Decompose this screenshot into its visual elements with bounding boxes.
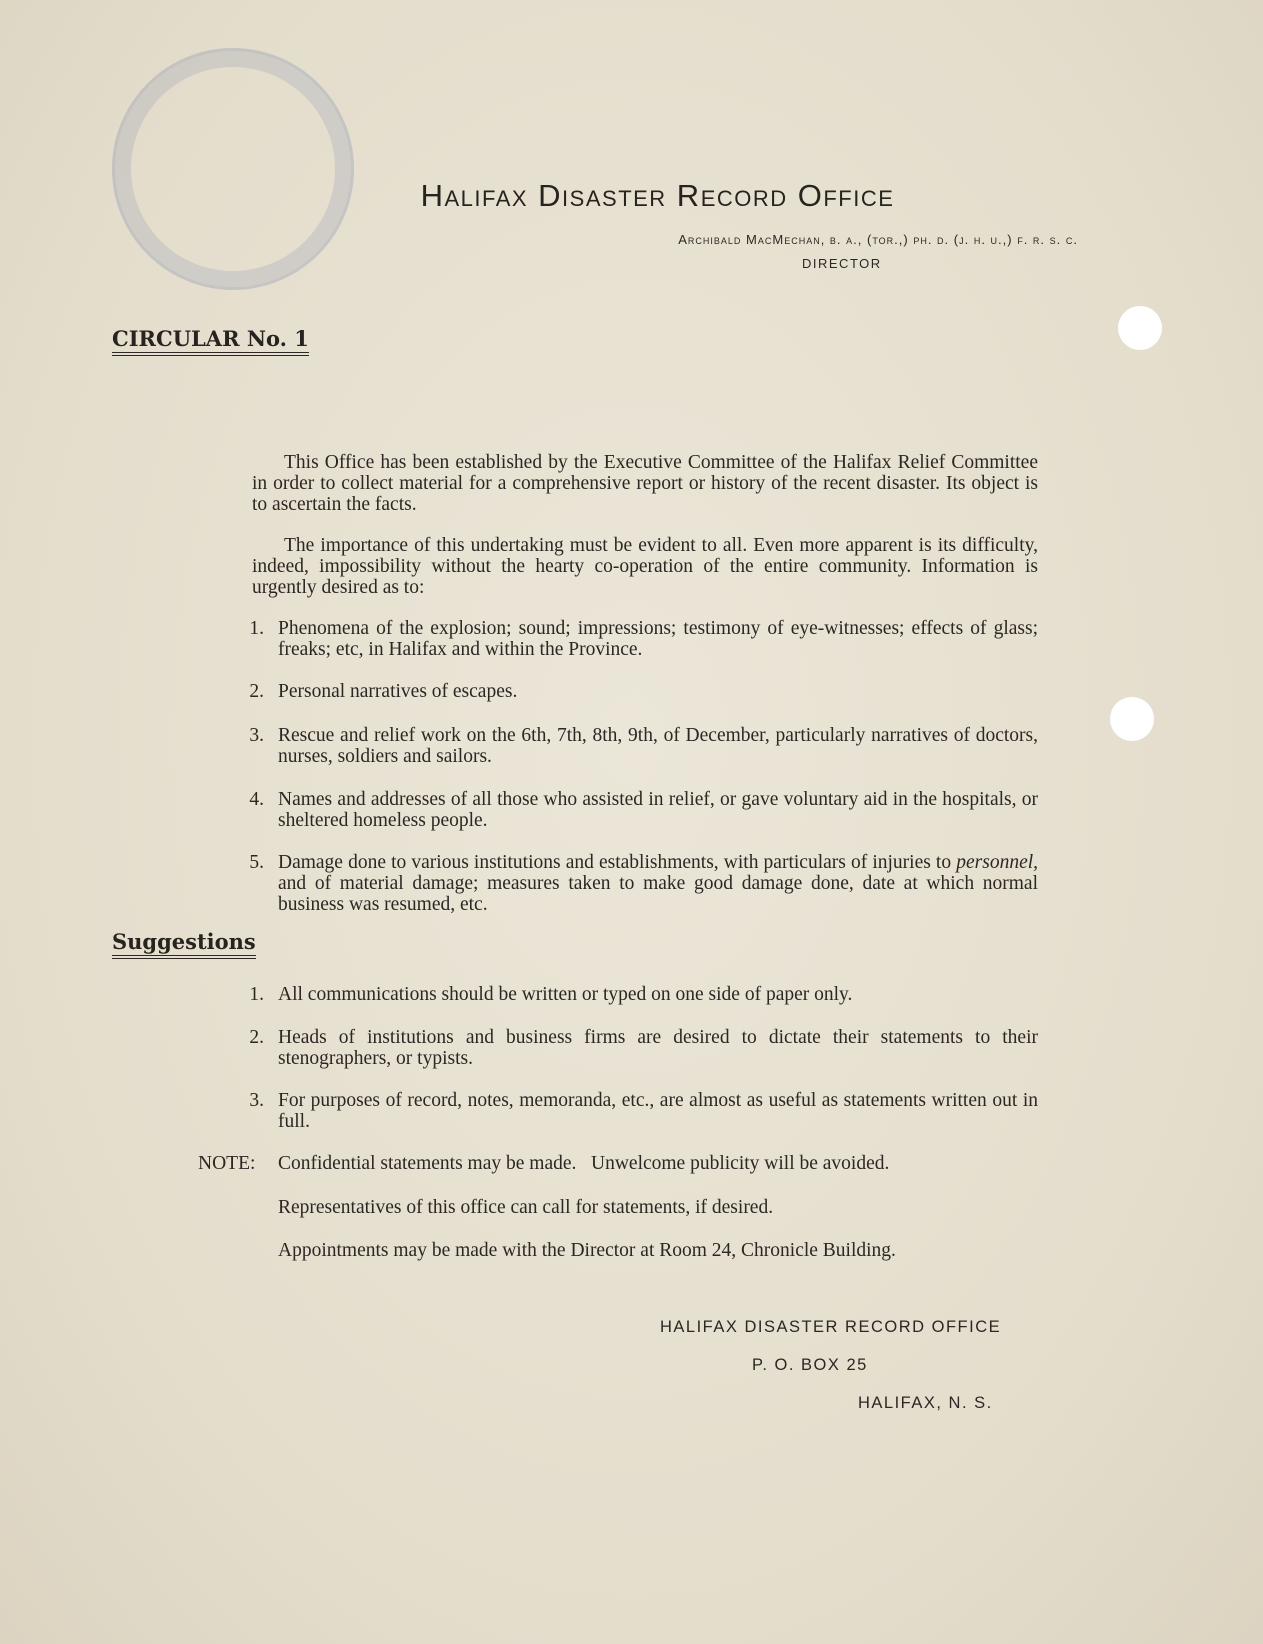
punch-hole-top [1118, 306, 1162, 350]
footer-city: HALIFAX, N. S. [858, 1394, 993, 1412]
list-item [230, 618, 1038, 660]
list-item [230, 789, 1038, 831]
director-name-line: Archibald MacMechan, b. a., (tor.,) ph. d. (j. h. u.,) f. r. s. c. [678, 232, 1078, 247]
appointments-line: Appointments may be made with the Director at Room 24, Chronicle Building. [278, 1240, 896, 1261]
list-item [230, 852, 1038, 915]
list-item-text: Personal narratives of escapes. [278, 681, 518, 702]
letterhead-title: Halifax Disaster Record Office [420, 178, 895, 213]
list-item-text: All communications should be written or typed on one side of paper only. [278, 984, 853, 1005]
list-item [230, 984, 1038, 1005]
list-item [230, 681, 1038, 702]
list-item-number: 1. [249, 618, 264, 639]
list-item [230, 1027, 1038, 1069]
footer-po-box: P. O. BOX 25 [752, 1356, 868, 1374]
list-item-number: 5. [249, 852, 264, 873]
list-item-number: 2. [249, 681, 264, 702]
list-item-text-start: Damage done to various institutions and establishments, with particulars of injuries to [278, 852, 952, 873]
note-text: Confidential statements may be made. Unwelcome publicity will be avoided. [278, 1153, 890, 1174]
italic-term: personnel, [956, 852, 1039, 873]
list-item-text: Names and addresses of all those who assisted in relief, or gave voluntary aid in the hospitals, or sheltered homeless people. [278, 789, 1038, 831]
list-item-text-end: and of material damage; measures taken to make good damage done, date at which normal business was resumed, etc. [278, 873, 1038, 915]
note-label: NOTE: [198, 1153, 256, 1174]
list-item-number: 1. [249, 984, 264, 1005]
intro-paragraph-1 [252, 452, 1038, 515]
list-item-text: Phenomena of the explosion; sound; impressions; testimony of eye-witnesses; effects of glass; freaks; etc, in Halifax and within the Province. [278, 618, 1038, 660]
list-item-number: 4. [249, 789, 264, 810]
list-item-text [278, 852, 1038, 915]
list-item-text: Heads of institutions and business firms are desired to dictate their statements to their stenographers, or typists. [278, 1027, 1038, 1069]
intro-paragraph-1-text: This Office has been established by the Executive Committee of the Halifax Relief Committee in order to collect material for a comprehensive report or history of the recent disaster. Its object is to ascertain the facts. [252, 452, 1038, 515]
suggestions-heading: Suggestions [112, 929, 256, 959]
intro-paragraph-2 [252, 535, 1038, 598]
list-item-number: 2. [249, 1027, 264, 1048]
footer-office-name: HALIFAX DISASTER RECORD OFFICE [660, 1318, 1002, 1336]
list-item-number: 3. [249, 1090, 264, 1111]
circular-heading: CIRCULAR No. 1 [112, 326, 309, 356]
faded-stamp-seal [112, 48, 354, 290]
intro-paragraph-2-text: The importance of this undertaking must be evident to all. Even more apparent is its difficulty, indeed, impossibility without the hearty co-operation of the entire community. Information is urgently desired as to: [252, 535, 1038, 598]
list-item-number: 3. [249, 725, 264, 746]
director-title: DIRECTOR [802, 256, 882, 271]
list-item [230, 725, 1038, 767]
list-item-text: For purposes of record, notes, memoranda, etc., are almost as useful as statements written out in full. [278, 1090, 1038, 1132]
punch-hole-middle [1110, 697, 1154, 741]
list-item-text: Rescue and relief work on the 6th, 7th, 8th, 9th, of December, particularly narratives of doctors, nurses, soldiers and sailors. [278, 725, 1038, 767]
note-line [198, 1153, 1038, 1174]
list-item [230, 1090, 1038, 1132]
representatives-line: Representatives of this office can call for statements, if desired. [278, 1197, 774, 1218]
